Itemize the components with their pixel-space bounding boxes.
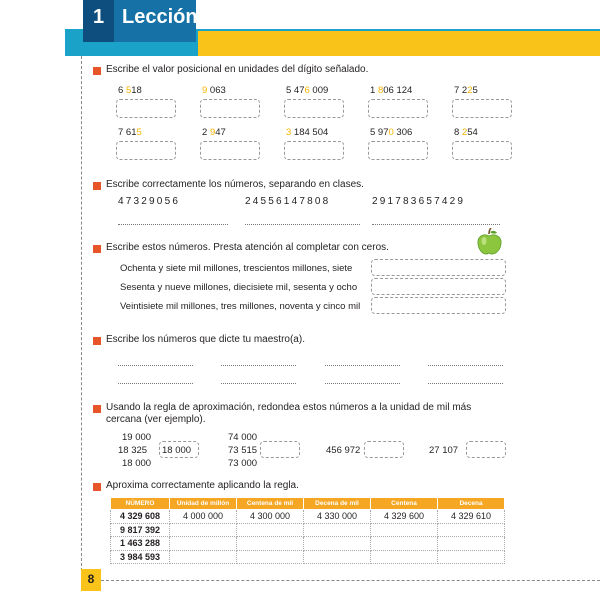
section2-number-2: 24556147808 — [245, 196, 331, 207]
answer-box[interactable] — [371, 297, 506, 314]
highlighted-digit: 2 — [467, 85, 473, 96]
answer-line[interactable] — [428, 383, 503, 384]
number-part: 7 61 — [118, 127, 137, 138]
table-number-cell: 4 329 608 — [111, 510, 170, 524]
table-answer-cell: 4 330 000 — [304, 510, 371, 524]
table-answer-cell: 4 300 000 — [237, 510, 304, 524]
highlighted-digit: 2 — [461, 127, 468, 138]
example-answer: 18 000 — [162, 445, 192, 456]
number-part: 47 — [215, 127, 226, 138]
highlighted-digit: 5 — [125, 85, 132, 96]
place-value-number — [118, 127, 142, 138]
answer-box[interactable] — [200, 141, 260, 160]
number-part: 5 47 — [286, 85, 305, 96]
section-bullet — [93, 483, 101, 491]
header-band-yellow — [198, 31, 600, 56]
table-answer-cell[interactable] — [170, 537, 237, 551]
table-header: Decena de mil — [304, 498, 371, 510]
number-part: 18 — [131, 85, 142, 96]
section3-instruction: Escribe estos números. Presta atención al completar con ceros. — [106, 242, 389, 253]
page-bottom-border — [81, 580, 600, 581]
answer-box[interactable] — [116, 99, 176, 118]
second-value: 73 515 — [228, 445, 258, 456]
answer-box[interactable] — [116, 141, 176, 160]
section6-instruction: Aproxima correctamente aplicando la regla. — [106, 480, 299, 491]
number-part: 5 97 — [370, 127, 389, 138]
highlighted-digit: 5 — [136, 127, 142, 138]
answer-box[interactable] — [284, 99, 344, 118]
table-row — [111, 510, 505, 524]
answer-box[interactable] — [452, 141, 512, 160]
answer-box[interactable] — [200, 99, 260, 118]
table-number-cell: 3 984 593 — [111, 550, 170, 564]
table-header: NÚMERO — [111, 498, 170, 510]
green-apple-icon — [475, 228, 503, 256]
section-bullet — [93, 337, 101, 345]
answer-line[interactable] — [221, 365, 296, 366]
number-part: 2 — [202, 127, 210, 138]
sentence-2: Sesenta y nueve millones, diecisiete mil, sesenta y ocho — [120, 282, 358, 293]
highlighted-digit: 6 — [304, 85, 310, 96]
table-answer-cell[interactable] — [371, 550, 438, 564]
answer-box[interactable] — [371, 259, 506, 276]
page-left-border — [81, 56, 82, 571]
table-answer-cell[interactable] — [304, 523, 371, 537]
table-row — [111, 550, 505, 564]
second-upper: 74 000 — [228, 432, 258, 443]
sentence-1: Ochenta y siete mil millones, trescientos millones, siete — [120, 263, 353, 274]
second-lower: 73 000 — [228, 458, 258, 469]
table-header: Decena — [438, 498, 505, 510]
section5-instruction-line1: Usando la regla de aproximación, redondea estos números a la unidad de mil más — [106, 402, 472, 413]
section2-instruction: Escribe correctamente los números, separando en clases. — [106, 179, 364, 190]
section-bullet — [93, 67, 101, 75]
answer-box[interactable] — [364, 441, 404, 458]
section-bullet — [93, 182, 101, 190]
lesson-number: 1 — [92, 6, 105, 28]
table-answer-cell[interactable] — [371, 537, 438, 551]
example-upper: 19 000 — [122, 432, 152, 443]
number-part: 1 — [370, 85, 378, 96]
answer-line[interactable] — [325, 383, 400, 384]
answer-box[interactable] — [466, 441, 506, 458]
table-number-cell: 1 463 288 — [111, 537, 170, 551]
place-value-number — [286, 127, 328, 138]
highlighted-digit: 8 — [377, 85, 384, 96]
answer-box[interactable] — [368, 141, 428, 160]
table-answer-cell[interactable] — [304, 537, 371, 551]
answer-line[interactable] — [245, 224, 360, 225]
answer-line[interactable] — [118, 383, 193, 384]
section2-number-1: 47329056 — [118, 196, 181, 207]
third-value: 456 972 — [326, 445, 361, 456]
table-answer-cell[interactable] — [237, 537, 304, 551]
answer-box[interactable] — [371, 278, 506, 295]
number-part: 5 — [472, 85, 478, 96]
table-answer-cell[interactable] — [371, 523, 438, 537]
answer-box[interactable] — [260, 441, 300, 458]
fourth-value: 27 107 — [429, 445, 459, 456]
table-header: Centena — [371, 498, 438, 510]
example-value: 18 325 — [118, 445, 148, 456]
place-value-number — [202, 127, 226, 138]
number-part: 06 124 — [383, 85, 413, 96]
sentence-3: Veintisiete mil millones, tres millones, noventa y cinco mil — [120, 301, 361, 312]
number-part: 184 504 — [291, 127, 329, 138]
section5-instruction-line2: cercana (ver ejemplo). — [106, 414, 206, 425]
table-answer-cell[interactable] — [438, 537, 505, 551]
table-answer-cell[interactable] — [170, 550, 237, 564]
answer-line[interactable] — [118, 365, 193, 366]
number-part: 8 — [454, 127, 462, 138]
table-answer-cell: 4 329 600 — [371, 510, 438, 524]
example-lower: 18 000 — [122, 458, 152, 469]
highlighted-digit: 3 — [286, 127, 292, 138]
table-answer-cell[interactable] — [237, 550, 304, 564]
number-part: 7 2 — [454, 85, 468, 96]
number-part: 6 — [118, 85, 126, 96]
table-row — [111, 523, 505, 537]
table-number-cell: 9 817 392 — [111, 523, 170, 537]
table-answer-cell: 4 000 000 — [170, 510, 237, 524]
highlighted-digit: 0 — [388, 127, 394, 138]
answer-line[interactable] — [428, 365, 503, 366]
place-value-number — [454, 85, 478, 96]
answer-line[interactable] — [118, 224, 228, 225]
table-header: Centena de mil — [237, 498, 304, 510]
table-header: Unidad de millón — [170, 498, 237, 510]
table-answer-cell[interactable] — [304, 550, 371, 564]
lesson-title: Lección — [122, 6, 198, 28]
number-part: 54 — [467, 127, 478, 138]
table-answer-cell[interactable] — [170, 523, 237, 537]
number-part: 009 — [309, 85, 329, 96]
table-row — [111, 537, 505, 551]
place-value-number — [202, 85, 226, 96]
highlighted-digit: 9 — [202, 85, 208, 96]
section-bullet — [93, 405, 101, 413]
highlighted-digit: 9 — [209, 127, 216, 138]
section-bullet — [93, 245, 101, 253]
section1-instruction: Escribe el valor posicional en unidades del dígito señalado. — [106, 64, 369, 75]
place-value-number — [370, 85, 412, 96]
answer-line[interactable] — [325, 365, 400, 366]
section2-number-3: 291783657429 — [372, 196, 466, 207]
answer-line[interactable] — [372, 224, 500, 225]
table-answer-cell[interactable] — [237, 523, 304, 537]
place-value-number — [118, 85, 142, 96]
answer-line[interactable] — [221, 383, 296, 384]
answer-box[interactable] — [368, 99, 428, 118]
table-answer-cell[interactable] — [438, 523, 505, 537]
place-value-number — [370, 127, 412, 138]
answer-box[interactable] — [284, 141, 344, 160]
number-part: 306 — [393, 127, 413, 138]
page-number: 8 — [87, 572, 95, 586]
answer-box[interactable] — [452, 99, 512, 118]
place-value-number — [454, 127, 478, 138]
table-answer-cell: 4 329 610 — [438, 510, 505, 524]
place-value-number — [286, 85, 328, 96]
number-part: 063 — [207, 85, 226, 96]
approximation-table — [110, 497, 505, 564]
table-answer-cell[interactable] — [438, 550, 505, 564]
section4-instruction: Escribe los números que dicte tu maestro(a). — [106, 334, 305, 345]
